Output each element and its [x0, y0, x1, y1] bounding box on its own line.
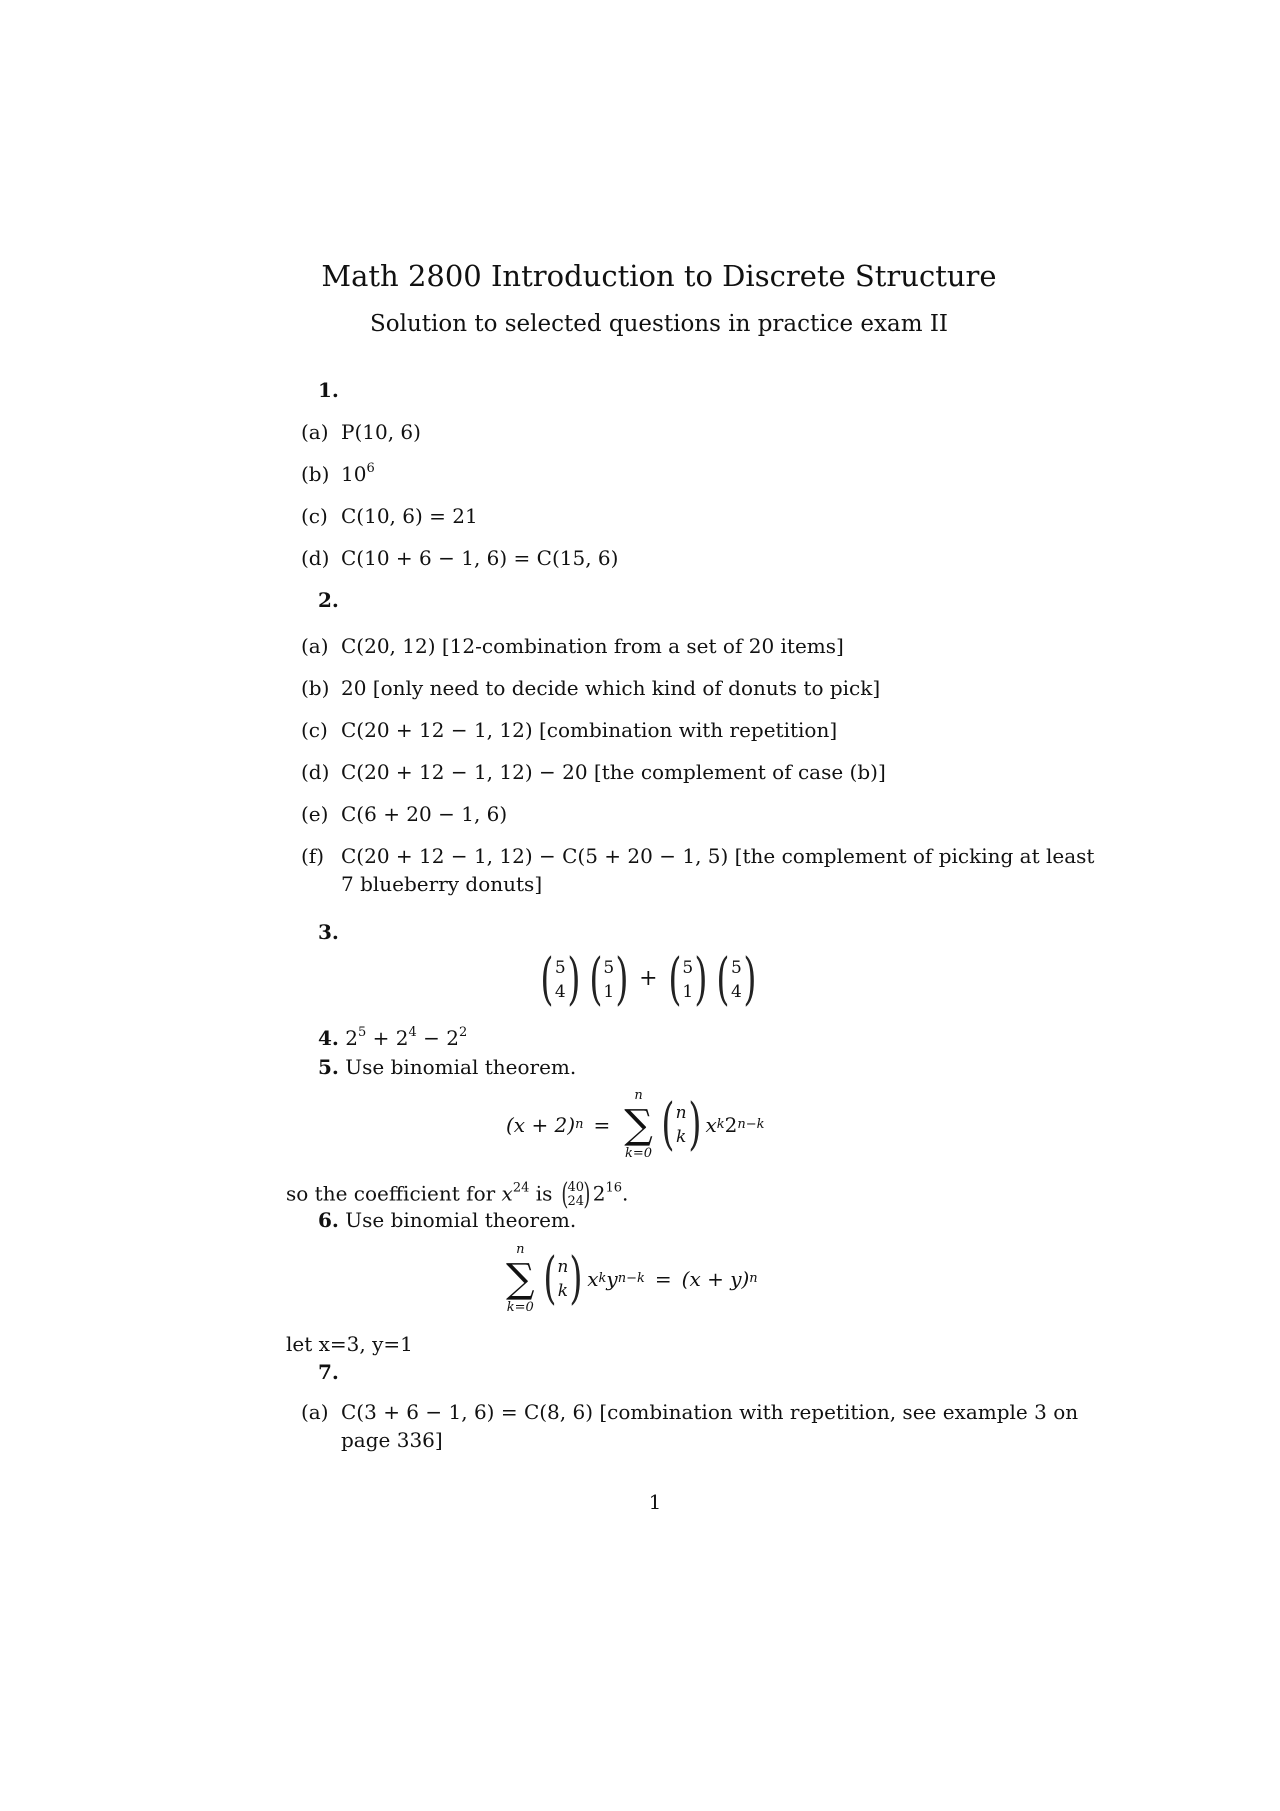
- q6-binomial-formula: n ∑ k=0 ( n k ) x k y n−k = (x + y) n: [506, 1242, 758, 1315]
- q2-part-e: [301, 802, 507, 826]
- q1-c-label: (c): [301, 504, 328, 528]
- q6-rhs: (x + y): [681, 1267, 750, 1291]
- q3-binom-term-2: ( 5 1 ): [588, 947, 629, 1012]
- q3-t1-top: 5: [554, 958, 566, 978]
- q5-coef-binom-bot: 24: [567, 1194, 584, 1209]
- q7-a-line2: page 336]: [341, 1428, 443, 1452]
- q5-coef-two: 2: [592, 1181, 606, 1206]
- q6-line: [318, 1208, 576, 1232]
- q2-b-label: (b): [301, 676, 330, 700]
- q1-part-c: [301, 504, 478, 528]
- q4-op2: −: [416, 1026, 447, 1050]
- q5-lhs: (x + 2): [506, 1113, 576, 1137]
- q7-a-label: (a): [301, 1400, 329, 1424]
- question-6-number: 6.: [318, 1208, 339, 1232]
- q2-part-a: [301, 634, 844, 658]
- q2-d-text: C(20 + 12 − 1, 12) − 20 [the complement of case (b)]: [341, 760, 886, 784]
- q3-binom-term-1: ( 5 4 ): [540, 947, 581, 1012]
- q1-b-base: 10: [341, 462, 367, 486]
- q5-coef-end: .: [622, 1181, 629, 1206]
- q2-f-label: (f): [301, 844, 325, 868]
- q5-binom: ( n k ): [661, 1092, 702, 1157]
- q3-t4-bot: 4: [730, 982, 742, 1002]
- q5-binom-bot: k: [675, 1127, 687, 1147]
- q1-part-b: [301, 462, 375, 486]
- q1-d-label: (d): [301, 546, 330, 570]
- q6-binom: ( n k ): [542, 1246, 583, 1311]
- sigma-symbol: ∑: [624, 1102, 653, 1148]
- q5-sum-upper: n: [634, 1088, 643, 1103]
- q5-line: [318, 1055, 576, 1079]
- q1-a-label: (a): [301, 420, 329, 444]
- q5-summation: [624, 1088, 653, 1162]
- q4-e3: 2: [458, 1025, 468, 1040]
- q5-coef-two-exp: 16: [605, 1180, 622, 1196]
- q4-line: [318, 1026, 467, 1050]
- page-subtitle: Solution to selected questions in practice exam II: [370, 311, 948, 337]
- q2-d-label: (d): [301, 760, 330, 784]
- q3-t1-bot: 4: [554, 982, 566, 1002]
- q4-b1: 2: [345, 1026, 358, 1050]
- q6-y: y: [606, 1267, 618, 1291]
- q6-text: Use binomial theorem.: [345, 1208, 577, 1232]
- q4-op1: +: [366, 1026, 396, 1050]
- q2-a-label: (a): [301, 634, 329, 658]
- q1-part-a: [301, 420, 421, 444]
- q6-sum-lower: k=0: [506, 1300, 534, 1315]
- q2-part-c: [301, 718, 837, 742]
- q5-text: Use binomial theorem.: [345, 1055, 577, 1079]
- q3-t2-top: 5: [603, 958, 615, 978]
- q1-b-exp: 6: [366, 461, 375, 476]
- q1-c-text: C(10, 6) = 21: [341, 504, 478, 528]
- q2-e-text: C(6 + 20 − 1, 6): [341, 802, 508, 826]
- q4-b3: 2: [446, 1026, 459, 1050]
- q7-part-a: [301, 1400, 1078, 1424]
- q4-e2: 4: [408, 1025, 417, 1040]
- q3-binom-term-3: ( 5 1 ): [667, 947, 708, 1012]
- question-2-number: 2.: [318, 588, 339, 612]
- question-5-number: 5.: [318, 1055, 339, 1079]
- question-3-number: 3.: [318, 920, 339, 944]
- question-4-number: 4.: [318, 1026, 339, 1050]
- q6-binom-bot: k: [557, 1281, 569, 1301]
- q3-t3-top: 5: [682, 958, 694, 978]
- q5-coef-x-exp: 24: [512, 1180, 530, 1196]
- q2-c-text: C(20 + 12 − 1, 12) [combination with repetition]: [341, 718, 838, 742]
- q6-equals: =: [654, 1267, 672, 1291]
- q5-coef-x: x: [501, 1181, 513, 1206]
- q2-part-f: [301, 844, 1094, 868]
- sigma-symbol: ∑: [506, 1256, 535, 1302]
- q1-b-label: (b): [301, 462, 330, 486]
- q1-part-d: [301, 546, 618, 570]
- q2-f-line2: 7 blueberry donuts]: [341, 872, 543, 896]
- q5-binomial-formula: (x + 2) n = n ∑ k=0 ( n k ) x k 2 n−k: [506, 1088, 765, 1161]
- question-7-number: 7.: [318, 1360, 339, 1384]
- q6-x: x: [587, 1267, 599, 1291]
- q3-binomial-expression: [536, 947, 761, 1012]
- q6-summation: [506, 1242, 535, 1316]
- q3-t2-bot: 1: [603, 982, 615, 1002]
- page-title: Math 2800 Introduction to Discrete Structure: [321, 259, 997, 293]
- q2-f-line1: C(20 + 12 − 1, 12) − C(5 + 20 − 1, 5) [the complement of picking at least: [341, 844, 1095, 868]
- q2-part-d: [301, 760, 886, 784]
- q6-let-line: let x=3, y=1: [286, 1332, 413, 1356]
- q5-binom-top: n: [675, 1103, 687, 1123]
- q5-coef-binom-top: 40: [567, 1180, 584, 1195]
- q6-sum-upper: n: [516, 1242, 525, 1257]
- q5-term-2: 2: [724, 1113, 738, 1137]
- q2-e-label: (e): [301, 802, 329, 826]
- q5-coef-is: is: [529, 1181, 559, 1206]
- q2-part-b: [301, 676, 880, 700]
- q3-t3-bot: 1: [682, 982, 694, 1002]
- q6-binom-top: n: [557, 1257, 569, 1277]
- q7-a-line1: C(3 + 6 − 1, 6) = C(8, 6) [combination with repetition, see example 3 on: [341, 1400, 1079, 1424]
- q5-sum-lower: k=0: [624, 1146, 653, 1161]
- q3-plus: +: [639, 965, 658, 991]
- q3-t4-top: 5: [730, 958, 742, 978]
- q1-d-text: C(10 + 6 − 1, 6) = C(15, 6): [341, 546, 619, 570]
- page-number: 1: [648, 1490, 662, 1514]
- q5-coef-binom: ( 40 24 ): [561, 1177, 591, 1212]
- q5-equals: =: [593, 1113, 611, 1137]
- q4-b2: 2: [395, 1026, 409, 1050]
- q5-coef-text-pre: so the coefficient for: [286, 1181, 502, 1206]
- q2-b-text: 20 [only need to decide which kind of donuts to pick]: [341, 676, 881, 700]
- q1-a-text: P(10, 6): [341, 420, 421, 444]
- question-1-number: 1.: [318, 378, 339, 402]
- q4-e1: 5: [357, 1025, 367, 1040]
- q5-term-x: x: [705, 1113, 717, 1137]
- q2-c-label: (c): [301, 718, 328, 742]
- q3-binom-term-4: ( 5 4 ): [716, 947, 757, 1012]
- q5-coefficient-line: [286, 1177, 629, 1212]
- q2-a-text: C(20, 12) [12-combination from a set of 20 items]: [341, 634, 844, 658]
